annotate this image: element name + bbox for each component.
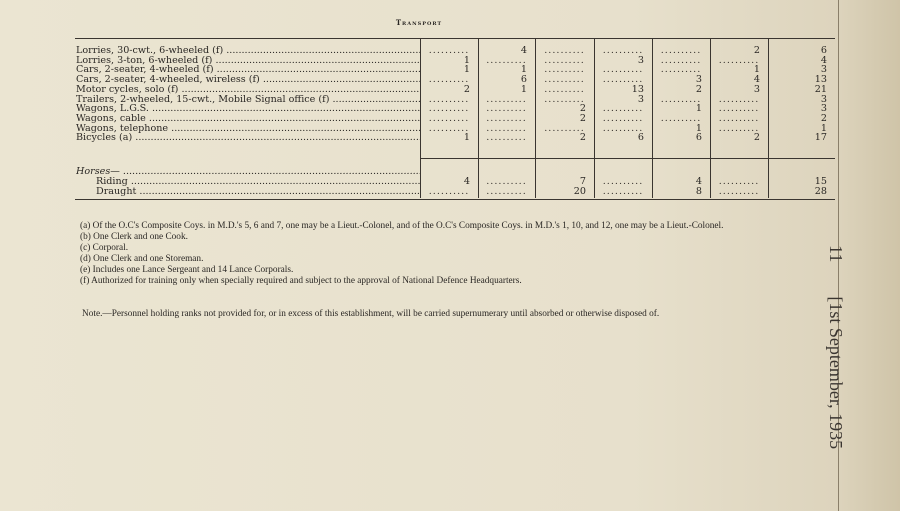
value-cell: 20: [573, 187, 586, 197]
value-cell: ..........: [486, 113, 527, 124]
value-cell: 2: [753, 133, 760, 144]
horses-heading: Horses— .....: [76, 167, 420, 177]
row-label: Draught .....: [76, 187, 420, 197]
value-cell: ..........: [428, 104, 470, 115]
value-cell: ..........: [660, 55, 702, 66]
row-label: Trailers, 2-wheeled, 15-cwt., Mobile Signal office (f) .....: [76, 95, 420, 105]
note-paragraph: Note.—Personnel holding ranks not provided for, or in excess of this establishment, will be carried supernumerary until absorbed or otherwise disposed of.: [82, 309, 660, 319]
value-cell: ..........: [428, 123, 470, 134]
value-cell: 2: [695, 84, 702, 95]
total-cell: 4: [820, 55, 827, 66]
value-cell: 1: [463, 55, 470, 66]
value-cell: ..........: [660, 65, 702, 76]
value-cell: ..........: [718, 187, 760, 197]
column-divider: [768, 38, 769, 198]
table-top-rule: [75, 38, 835, 39]
page-number: 11: [826, 245, 846, 263]
value-cell: ..........: [602, 123, 644, 134]
value-cell: ..........: [486, 104, 527, 115]
row-label: Lorries, 3-ton, 6-wheeled (f) .....: [76, 56, 420, 66]
edition-date: [1st September, 1935: [826, 296, 846, 450]
value-cell: 8: [695, 187, 702, 197]
value-cell: 1: [695, 104, 702, 115]
value-cell: 3: [753, 84, 760, 95]
total-cell: 13: [814, 75, 827, 86]
value-cell: ..........: [602, 177, 644, 187]
value-cell: 1: [463, 65, 470, 76]
value-cell: 4: [520, 46, 527, 56]
value-cell: 2: [579, 133, 586, 144]
column-divider: [478, 38, 479, 198]
footnote-e: (e) Includes one Lance Sergeant and 14 Lance Corporals.: [80, 265, 294, 275]
value-cell: ..........: [660, 94, 702, 105]
value-cell: ..........: [718, 94, 760, 105]
row-label: Riding .....: [76, 177, 420, 187]
total-cell: 2: [820, 113, 827, 124]
value-cell: ..........: [544, 55, 585, 66]
value-cell: 4: [463, 177, 470, 187]
value-cell: ..........: [602, 46, 644, 56]
value-cell: ..........: [428, 187, 470, 197]
value-cell: 1: [520, 84, 527, 95]
value-cell: 6: [637, 133, 644, 144]
total-cell: 28: [814, 187, 827, 197]
row-label: Motor cycles, solo (f) .....: [76, 85, 420, 95]
value-cell: ..........: [486, 177, 527, 187]
value-cell: 1: [695, 123, 702, 134]
value-cell: ..........: [602, 113, 644, 124]
total-cell: 3: [820, 104, 827, 115]
footnote-b: (b) One Clerk and one Cook.: [80, 232, 188, 242]
value-cell: ..........: [486, 94, 527, 105]
value-cell: 13: [631, 84, 644, 95]
value-cell: ..........: [486, 123, 527, 134]
value-cell: ..........: [486, 187, 527, 197]
value-cell: ..........: [660, 46, 702, 56]
footnote-c: (c) Corporal.: [80, 243, 129, 253]
footnote-a: (a) Of the O.C's Composite Coys. in M.D.'s 5, 6 and 7, one may be a Lieut.-Colonel, and of the O.C's Composite Coys. in M.D.'s 1, 10, and 12, one may be a Lieut.-Colonel.: [80, 221, 724, 231]
value-cell: ..........: [602, 104, 644, 115]
value-cell: 6: [695, 133, 702, 144]
value-cell: 3: [637, 94, 644, 105]
total-cell: 17: [814, 133, 827, 144]
value-cell: ..........: [544, 65, 585, 76]
row-label: Lorries, 30-cwt., 6-wheeled (f) .....: [76, 46, 420, 56]
value-cell: 3: [695, 75, 702, 86]
value-cell: 4: [695, 177, 702, 187]
subtotal-rule: [420, 158, 835, 159]
value-cell: ..........: [486, 133, 527, 144]
row-label: Bicycles (a) .....: [76, 133, 420, 143]
footnote-f: (f) Authorized for training only when specially required and subject to the approval of National Defence Headquarters.: [80, 276, 522, 286]
value-cell: 2: [579, 113, 586, 124]
value-cell: 2: [579, 104, 586, 115]
value-cell: ..........: [544, 84, 585, 95]
total-cell: 6: [820, 46, 827, 56]
footnote-d: (d) One Clerk and one Storeman.: [80, 254, 204, 264]
row-label: Wagons, cable .....: [76, 114, 420, 124]
value-cell: 6: [520, 75, 527, 86]
row-label: Wagons, telephone .....: [76, 124, 420, 134]
value-cell: ..........: [428, 46, 470, 56]
row-label: Cars, 2-seater, 4-wheeled, wireless (f) .....: [76, 75, 420, 85]
value-cell: ..........: [718, 113, 760, 124]
value-cell: ..........: [718, 55, 760, 66]
margin-header: [825, 245, 846, 449]
value-cell: ..........: [428, 75, 470, 86]
value-cell: ..........: [428, 94, 470, 105]
value-cell: 7: [579, 177, 586, 187]
total-cell: 3: [820, 94, 827, 105]
column-divider: [420, 38, 421, 198]
value-cell: 1: [753, 65, 760, 76]
value-cell: ..........: [602, 65, 644, 76]
value-cell: 2: [463, 84, 470, 95]
total-cell: 1: [820, 123, 827, 134]
value-cell: 3: [637, 55, 644, 66]
total-cell: 21: [814, 84, 827, 95]
column-divider: [710, 38, 711, 198]
column-divider: [594, 38, 595, 198]
value-cell: ..........: [718, 123, 760, 134]
value-cell: ..........: [544, 75, 585, 86]
footnotes: [80, 221, 840, 287]
value-cell: 4: [753, 75, 760, 86]
row-label: Wagons, L.G.S. .....: [76, 104, 420, 114]
value-cell: ..........: [602, 187, 644, 197]
value-cell: ..........: [544, 123, 585, 134]
total-cell: 15: [814, 177, 827, 187]
column-divider: [652, 38, 653, 198]
value-cell: ..........: [486, 55, 527, 66]
column-divider: [535, 38, 536, 198]
total-cell: 3: [820, 65, 827, 76]
value-cell: ..........: [544, 94, 585, 105]
table-bottom-rule: [75, 199, 835, 200]
value-cell: ..........: [718, 177, 760, 187]
value-cell: ..........: [602, 75, 644, 86]
value-cell: ..........: [718, 104, 760, 115]
value-cell: 1: [463, 133, 470, 144]
value-cell: ..........: [428, 113, 470, 124]
section-title: Transport: [395, 18, 443, 27]
row-label: Cars, 2-seater, 4-wheeled (f) .....: [76, 65, 420, 75]
value-cell: ..........: [660, 113, 702, 124]
value-cell: 2: [753, 46, 760, 56]
value-cell: 1: [520, 65, 527, 76]
value-cell: ..........: [544, 46, 585, 56]
